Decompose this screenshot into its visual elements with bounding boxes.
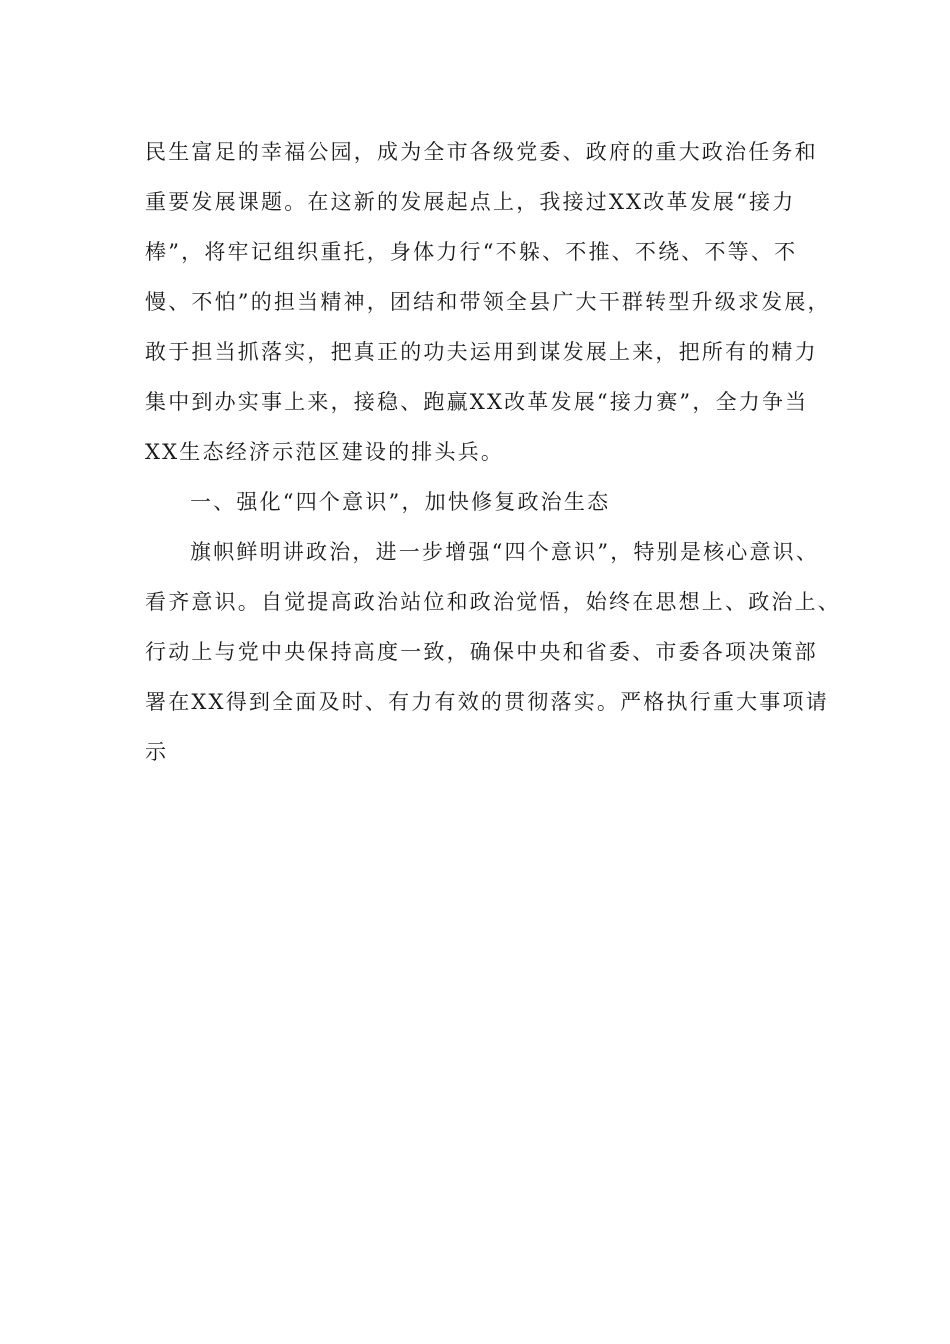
section-heading: 一、强化“四个意识”，加快修复政治生态 xyxy=(190,490,611,514)
paragraph-line: 慢、不怕”的担当精神，团结和带领全县广大干群转型升级求发展， xyxy=(145,290,831,314)
paragraph-line: 行动上与党中央保持高度一致，确保中央和省委、市委各项决策部 xyxy=(145,640,818,664)
paragraph-line: 集中到办实事上来，接稳、跑赢XX改革发展“接力赛”，全力争当 xyxy=(145,390,809,414)
paragraph-line: 重要发展课题。在这新的发展起点上，我接过XX改革发展“接力 xyxy=(145,190,796,214)
paragraph-line: 示 xyxy=(145,740,169,764)
paragraph-line: 敢于担当抓落实，把真正的功夫运用到谋发展上来，把所有的精力 xyxy=(145,340,818,364)
paragraph-line: 旗帜鲜明讲政治，进一步增强“四个意识”，特别是核心意识、 xyxy=(190,540,820,564)
paragraph-line: XX生态经济示范区建设的排头兵。 xyxy=(145,440,505,464)
paragraph-line: 看齐意识。自觉提高政治站位和政治觉悟，始终在思想上、政治上、 xyxy=(145,590,841,614)
paragraph-line: 棒”，将牢记组织重托，身体力行“不躲、不推、不绕、不等、不 xyxy=(145,240,798,264)
paragraph-line: 民生富足的幸福公园，成为全市各级党委、政府的重大政治任务和 xyxy=(145,140,818,164)
paragraph-line: 署在XX得到全面及时、有力有效的贯彻落实。严格执行重大事项请 xyxy=(145,690,829,714)
